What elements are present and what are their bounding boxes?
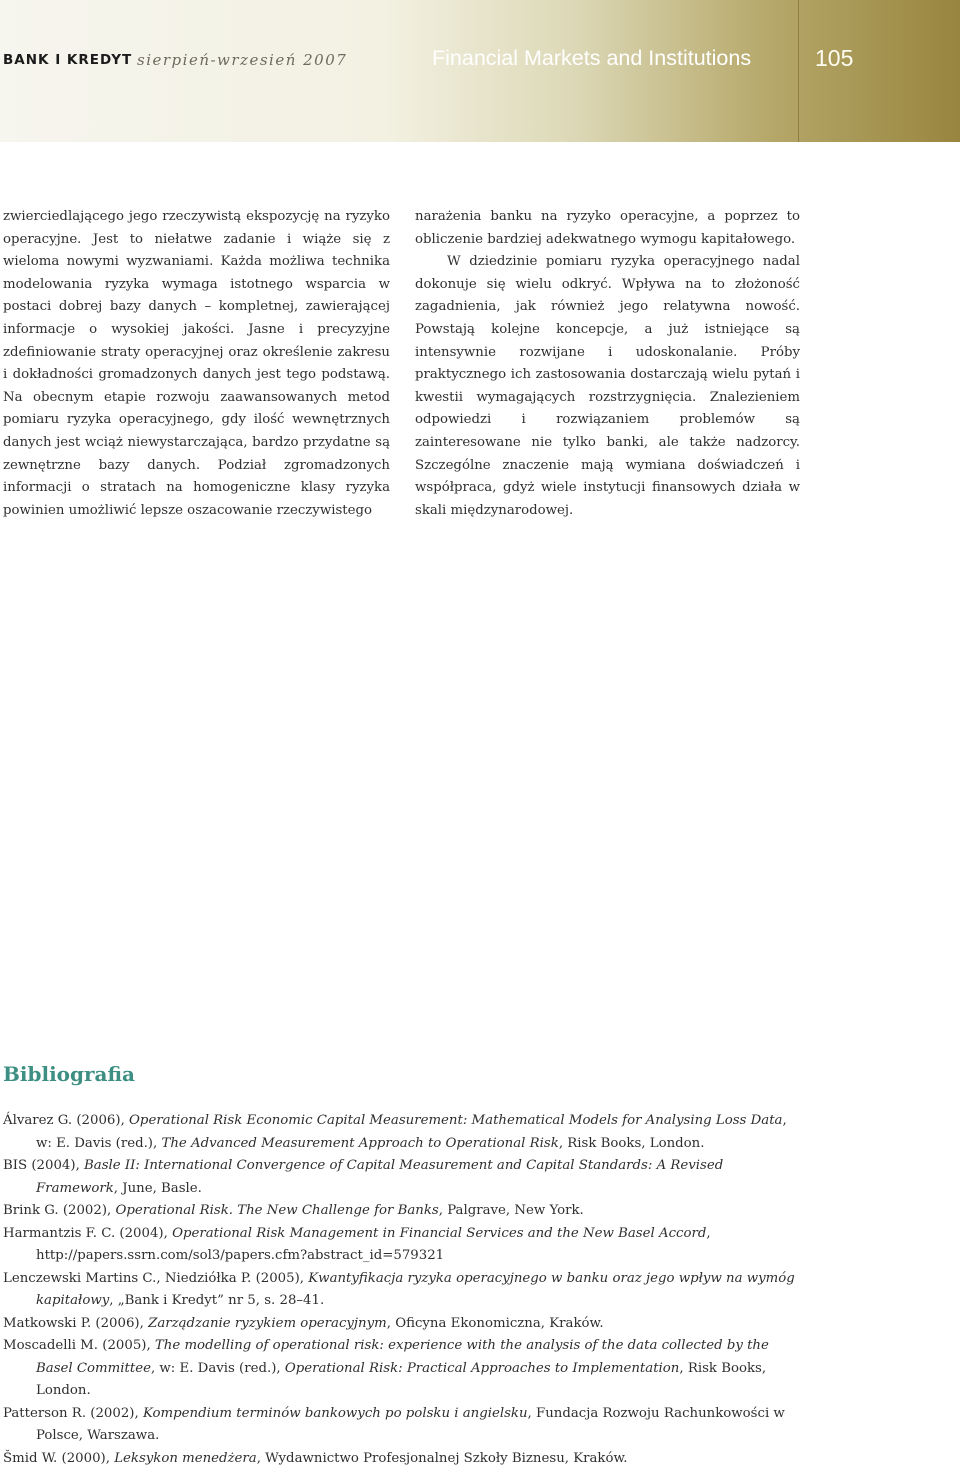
bibliography-entry: Lenczewski Martins C., Niedziółka P. (2005), Kwantyfikacja ryzyka operacyjnego w banku oraz jego wpływ na wymóg kapitałowy, „Bank i Kredyt” nr 5, s. 28–41.: [3, 1268, 803, 1313]
left-paragraph: zwierciedlającego jego rzeczywistą ekspozycję na ryzyko operacyjne. Jest to niełatwe zadanie i wiąże się z wieloma nowymi wyzwaniami. Każda możliwa technika modelowania ryzyka wymaga istotnego wsparcia w postaci dobrej bazy danych – kompletnej, zawierającej informacje o wysokiej jakości. Jasne i precyzyjne zdefiniowanie straty operacyjnej oraz określenie zakresu i dokładności gromadzonych danych jest tego podstawą. Na obecnym etapie rozwoju zaawansowanych metod pomiaru ryzyka operacyjnego, gdy ilość wewnętrznych danych jest wciąż niewystarczająca, bardzo przydatne są zewnętrzne bazy danych. Podział zgromadzonych informacji o stratach na homogeniczne klasy ryzyka powinien umożliwić lepsze oszacowanie rzeczywistego: [3, 206, 390, 522]
journal-title: BANK I KREDYT: [3, 52, 132, 68]
bibliography-heading: Bibliografia: [3, 1062, 135, 1086]
bibliography-entry: Harmantzis F. C. (2004), Operational Risk Management in Financial Services and the New Basel Accord, http://papers.ssrn.com/sol3/papers.cfm?abstract_id=579321: [3, 1223, 803, 1268]
right-paragraph-1: narażenia banku na ryzyko operacyjne, a poprzez to obliczenie bardziej adekwatnego wymogu kapitałowego.: [415, 206, 800, 251]
page-number: 105: [815, 45, 853, 72]
bibliography-entry: Brink G. (2002), Operational Risk. The New Challenge for Banks, Palgrave, New York.: [3, 1200, 803, 1223]
bibliography-entry: Moscadelli M. (2005), The modelling of operational risk: experience with the analysis of the data collected by the Basel Committee, w: E. Davis (red.), Operational Risk: Practical Approaches to Implementation, Risk Books, London.: [3, 1335, 803, 1403]
right-text-column: [415, 206, 800, 522]
bibliography-entry: BIS (2004), Basle II: International Convergence of Capital Measurement and Capital Standards: A Revised Framework, June, Basle.: [3, 1155, 803, 1200]
right-paragraph-2: W dziedzinie pomiaru ryzyka operacyjnego nadal dokonuje się wielu odkryć. Wpływa na to złożoność zagadnienia, jak również jego relatywna nowość. Powstają kolejne koncepcje, a już istniejące są intensywnie rozwijane i udoskonalanie. Próby praktycznego ich zastosowania dostarczają wielu pytań i kwestii wymagających rozstrzygnięcia. Znalezieniem odpowiedzi i rozwiązaniem problemów są zainteresowane nie tylko banki, ale także nadzorcy. Szczególne znaczenie mają wymiana doświadczeń i współpraca, gdyż wiele instytucji finansowych działa w skali międzynarodowej.: [415, 251, 800, 522]
bibliography-entry: Patterson R. (2002), Kompendium terminów bankowych po polsku i angielsku, Fundacja Rozwoju Rachunkowości w Polsce, Warszawa.: [3, 1403, 803, 1448]
bibliography-list: [3, 1110, 803, 1470]
bibliography-entry: Álvarez G. (2006), Operational Risk Economic Capital Measurement: Mathematical Models for Analysing Loss Data, w: E. Davis (red.), The Advanced Measurement Approach to Operational Risk, Risk Books, London.: [3, 1110, 803, 1155]
page-header: [0, 40, 960, 80]
header-divider: [798, 0, 799, 142]
bibliography-entry: Šmid W. (2000), Leksykon menedżera, Wydawnictwo Profesjonalnej Szkoły Biznesu, Kraków.: [3, 1448, 803, 1470]
section-title: Financial Markets and Institutions: [432, 46, 751, 71]
bibliography-entry: Matkowski P. (2006), Zarządzanie ryzykiem operacyjnym, Oficyna Ekonomiczna, Kraków.: [3, 1313, 803, 1336]
left-text-column: [3, 206, 390, 522]
issue-date: sierpień-wrzesień 2007: [137, 51, 347, 69]
